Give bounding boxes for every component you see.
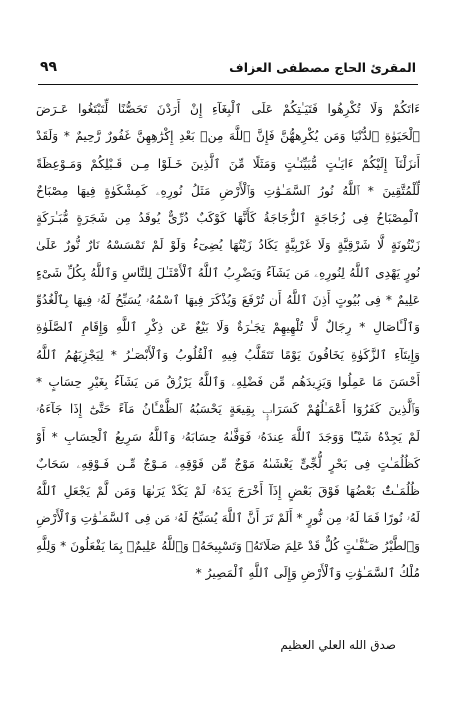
text-line: وَٱلَّذِينَ كَفَرُوٓا أَعْمَـٰلُهُمْ كَسَرَابٍۭ بِقِيعَةٍ يَحْسَبُهُ ٱلظَّمْـَٔانُ مَآءً حَتَّىٰٓ إِذَا جَآءَهُۥ bbox=[36, 402, 420, 417]
quran-text-block bbox=[36, 96, 420, 616]
page-number: ٩٩ bbox=[40, 59, 58, 75]
text-line: أَحْسَنَ مَا عَمِلُوا وَيَزِيدَهُم مِّن فَضْلِهِۦ وَٱللَّهُ يَرْزُقُ مَن يَشَآءُ بِغَيْرِ حِسَابٍ * bbox=[36, 374, 420, 389]
header-title: المقرئ الحاج مصطفى العزاف bbox=[229, 59, 416, 75]
text-line: مُلْكُ ٱلسَّمَـٰوَٰتِ وَٱلْأَرْضِ وَإِلَى ٱللَّهِ ٱلْمَصِيرُ * bbox=[195, 566, 420, 581]
header-divider bbox=[38, 84, 418, 85]
text-line: وَٱلْـَٔاصَالِ * رِجَالٌ لَّا تُلْهِيهِمْ تِجَـٰرَةٌ وَلَا بَيْعٌ عَن ذِكْرِ ٱللَّهِ وَإِقَامِ ٱلصَّلَوٰةِ bbox=[36, 320, 420, 335]
text-line: وَإِيتَآءِ ٱلزَّكَوٰةِ يَخَافُونَ يَوْمًا تَتَقَلَّبُ فِيهِ ٱلْقُلُوبُ وَٱلْأَبْصَـٰرُ * لِيَجْزِيَهُمُ ٱللَّهُ bbox=[36, 347, 420, 362]
text-line: كَظُلُمَـٰتٍ فِى بَحْرٍ لُّجِّىٍّ يَغْشَىٰهُ مَوْجٌ مِّن فَوْقِهِۦ مَـوْجٌ مِّـن فَـوْقِهِۦ سَحَابٌ bbox=[36, 456, 420, 471]
text-line: زَيْتُونَةٍ لَّا شَرْقِيَّةٍ وَلَا غَرْبِيَّةٍ يَكَادُ زَيْتُهَا يُضِىٓءُ وَلَوْ لَمْ تَمْسَسْهُ نَارٌ نُّورٌ عَلَىٰ bbox=[36, 238, 420, 253]
text-line: وَٱلطَّيْرُ صَـٰٓفَّـٰتٍ كُلٌّ قَدْ عَلِمَ صَلَاتَهُۥ وَتَسْبِيحَهُۥ وَٱللَّهُ عَلِيمٌۢ بِمَا يَفْعَلُونَ * وَلِلَّهِ bbox=[36, 538, 420, 553]
text-line: نُورٍ يَهْدِى ٱللَّهُ لِنُورِهِۦ مَن يَشَآءُ وَيَضْرِبُ ٱللَّهُ ٱلْأَمْثَـٰلَ لِلنَّاسِ وَٱللَّهُ بِكُلِّ شَىْءٍ bbox=[36, 265, 420, 280]
text-line: ٱلْمِصْبَاحُ فِى زُجَاجَةٍ ٱلزُّجَاجَةُ كَأَنَّهَا كَوْكَبٌ دُرِّىٌّ يُوقَدُ مِن شَجَرَةٍ مُّبَـٰرَكَةٍ bbox=[36, 211, 420, 226]
text-line: لَهُۥ نُورًا فَمَا لَهُۥ مِن نُّورٍ * أَلَمْ تَرَ أَنَّ ٱللَّهَ يُسَبِّحُ لَهُۥ مَن فِى ٱلسَّمَـٰوَٰتِ وَٱلْأَرْضِ bbox=[36, 511, 420, 526]
text-line: أَنزَلْنَآ إِلَيْكُمْ ءَايَـٰتٍ مُّبَيِّنَـٰتٍ وَمَثَلًا مِّنَ ٱلَّذِينَ خَـلَوْا مِـن قَـبْلِكُمْ وَمَـوْعِظَةً bbox=[36, 156, 420, 171]
text-line: ٱلْحَيَوٰةِ ٱلدُّنْيَا وَمَن يُكْرِههُّنَّ فَإِنَّ ٱللَّهَ مِنۢ بَعْدِ إِكْرَٰهِهِنَّ غَفُورٌ رَّحِيمٌ * وَلَقَدْ bbox=[36, 129, 420, 144]
text-line: لَمْ يَجِدْهُ شَيْـًٔا وَوَجَدَ ٱللَّهَ عِندَهُۥ فَوَفَّىٰهُ حِسَابَهُۥ وَٱللَّهُ سَرِيعُ ٱلْحِسَابِ * أَوْ bbox=[36, 429, 420, 444]
text-line: ءَاتَكُمْ وَلَا تُكْرِهُوا فَتَيَـٰتِكُمْ عَلَى ٱلْبِغَآءِ إِنْ أَرَدْنَ تَحَصُّنًا لِّتَبْتَغُوا عَـرَضَ bbox=[36, 102, 420, 116]
text-line: ظُلُمَـٰتٌۢ بَعْضُهَا فَوْقَ بَعْضٍ إِذَآ أَخْرَجَ يَدَهُۥ لَمْ يَكَدْ يَرَىٰهَا وَمَن لَّمْ يَجْعَلِ ٱللَّهُ bbox=[36, 484, 420, 499]
text-line: عَلِيمٌ * فِى بُيُوتٍ أَذِنَ ٱللَّهُ أَن تُرْفَعَ وَيُذْكَرَ فِيهَا ٱسْمُهُۥ يُسَبِّحُ لَهُۥ فِيهَا بِٱلْغُدُوِّ bbox=[36, 293, 420, 308]
closing-phrase: صدق الله العلي العظيم bbox=[280, 638, 396, 652]
page-header bbox=[40, 54, 416, 80]
text-line: لِّلْمُتَّقِينَ * ٱللَّهُ نُورُ ٱلسَّمَـٰوَٰتِ وَٱلْأَرْضِ مَثَلُ نُورِهِۦ كَمِشْكَوٰةٍ فِيهَا مِصْبَاحٌ bbox=[36, 183, 420, 198]
